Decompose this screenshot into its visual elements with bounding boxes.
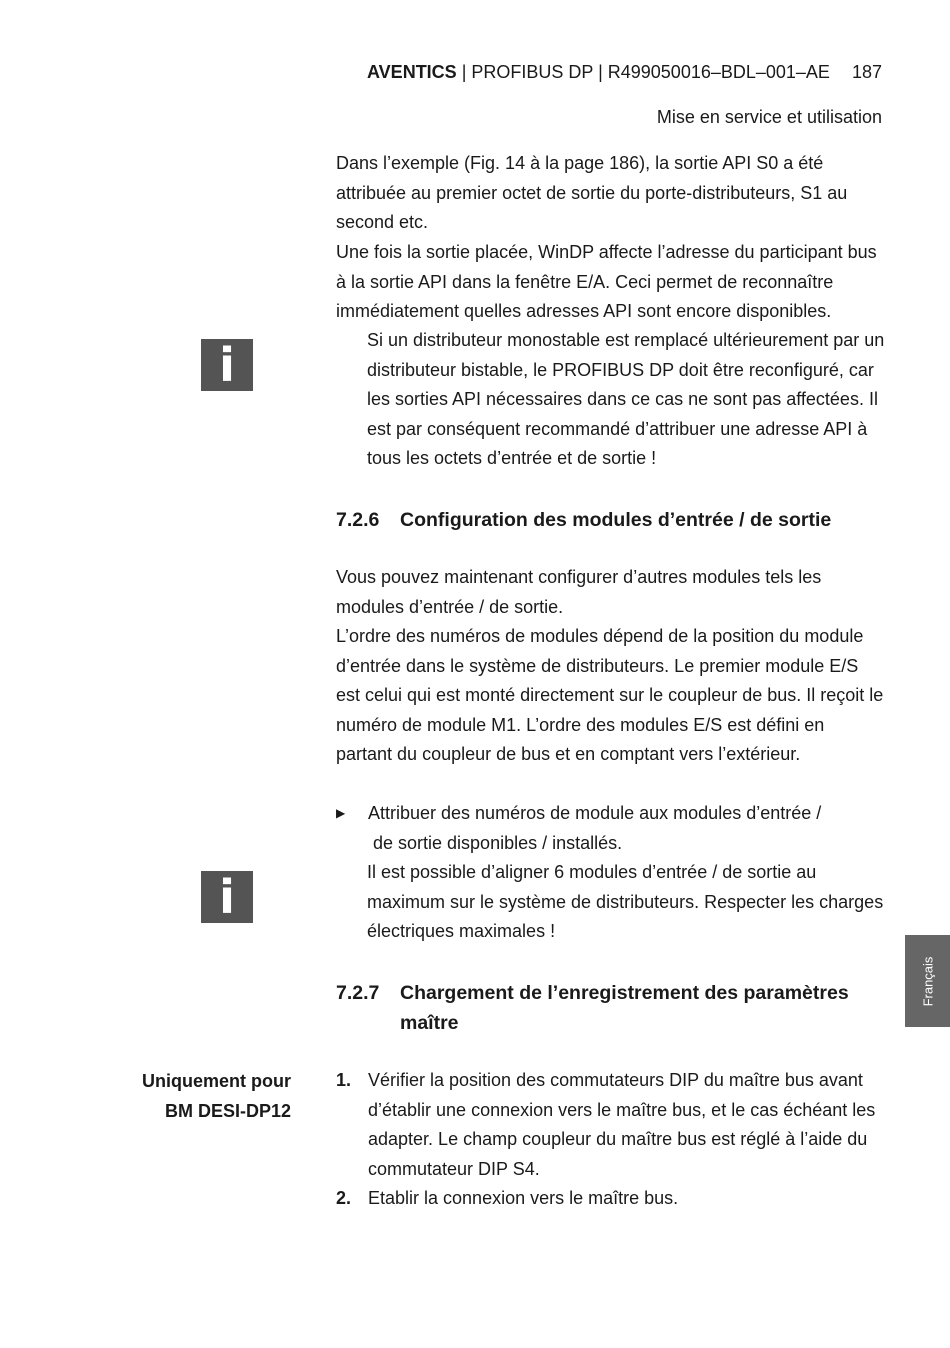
page-header: [367, 62, 882, 83]
heading-text: Chargement de l’enregistrement des paramètres: [400, 982, 849, 1004]
brand-name: AVENTICS: [367, 62, 457, 82]
heading-number: 7.2.6: [336, 509, 380, 531]
paragraph-example: Dans l’exemple (Fig. 14 à la page 186), la sortie API S0 a été attribuée au premier octet de sortie du porte-distributeurs, S1 au second etc.: [336, 153, 848, 233]
heading-text: Configuration des modules d’entrée / de sortie: [400, 509, 832, 531]
info-note-modules: Il est possible d’aligner 6 modules d’entrée / de sortie au maximum sur le système de distributeurs. Respecter les charges électriques maximales !: [367, 862, 884, 942]
page-number: 187: [851, 62, 882, 82]
bullet-arrow-icon: ▶: [336, 806, 346, 820]
paragraph-module-order: L’ordre des numéros de modules dépend de la position du module d’entrée dans le système de distributeurs. Le premier module E/S est celui qui est monté directement sur le coupleur de bus. Il reçoit le numéro de module M1. L’ordre des modules E/S est défini en partant du coupleur de bus et en comptant vers l’extérieur.: [336, 626, 884, 765]
heading-text-continued: maître: [400, 1011, 459, 1034]
bullet-item: [336, 799, 884, 858]
info-icon: i: [201, 871, 253, 923]
paragraph-configure: Vous pouvez maintenant configurer d’autres modules tels les modules d’entrée / de sortie.: [336, 567, 822, 617]
bullet-text-line1: Attribuer des numéros de module aux modules d’entrée /: [368, 803, 822, 823]
margin-note-line2: BM DESI-DP12: [164, 1100, 291, 1121]
step-number: 1.: [336, 1070, 352, 1090]
heading-7-2-7: [336, 979, 896, 1038]
step-text: Etablir la connexion vers le maître bus.: [368, 1188, 679, 1208]
heading-number: 7.2.7: [336, 982, 380, 1004]
step-text: Vérifier la position des commutateurs DIP du maître bus avant d’établir une connexion vers le maître bus, et le cas échéant les adapter. Le champ coupleur du maître bus est réglé à l’aide du commutateur DIP S4.: [368, 1070, 876, 1179]
step-number: 2.: [336, 1188, 352, 1208]
language-tab: [905, 935, 950, 1027]
info-note-monostable: Si un distributeur monostable est remplacé ultérieurement par un distributeur bistable, le PROFIBUS DP doit être reconfiguré, car les sorties API nécessaires dans ce cas ne sont pas affectées. Il est par conséquent recommandé d’attribuer une adresse API à tous les octets d’entrée et de sortie !: [367, 330, 885, 469]
heading-7-2-6: [336, 506, 896, 536]
margin-note: [142, 1067, 291, 1126]
info-icon: i: [201, 339, 253, 391]
bullet-text-line2: de sortie disponibles / installés.: [373, 832, 623, 853]
section-title: Mise en service et utilisation: [656, 107, 882, 127]
margin-note-line1: Uniquement pour: [142, 1071, 291, 1091]
document-reference: | PROFIBUS DP | R499050016–BDL–001–AE: [456, 62, 830, 82]
language-tab-label: Français: [920, 956, 936, 1006]
step-2: [336, 1184, 884, 1214]
paragraph-windp: Une fois la sortie placée, WinDP affecte l’adresse du participant bus à la sortie API dans la fenêtre E/A. Ceci permet de reconnaître immédiatement quelles adresses API sont encore disponibles.: [336, 242, 877, 322]
step-1: [336, 1066, 884, 1184]
